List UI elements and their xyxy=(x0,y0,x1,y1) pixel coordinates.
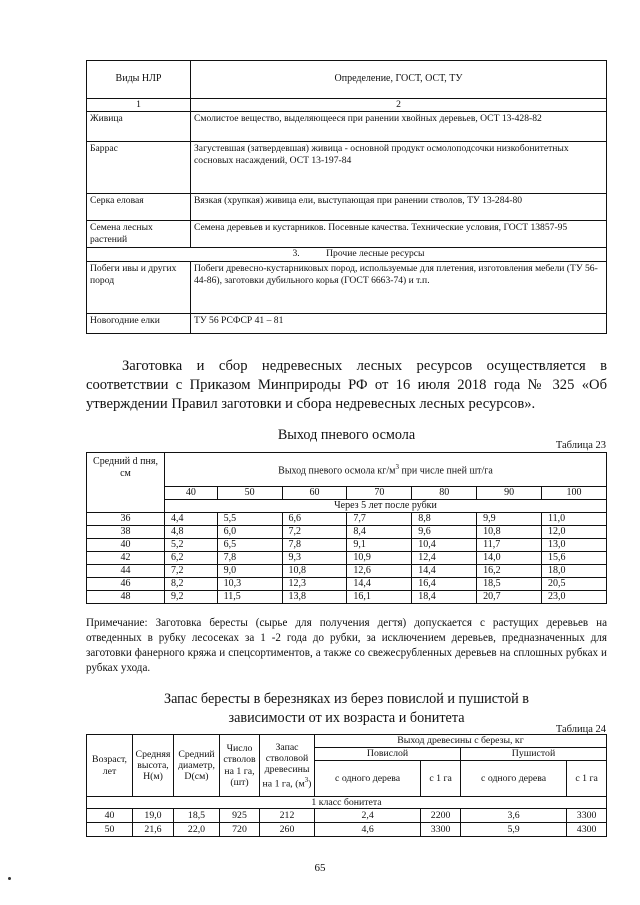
resin-yield-value: 5,2 xyxy=(165,539,218,552)
resin-yield-value: 9,0 xyxy=(217,565,282,578)
header-pendula: Повислой xyxy=(315,748,461,761)
resin-yield-value: 9,1 xyxy=(347,539,412,552)
header-age: Возраст, лет xyxy=(87,735,133,797)
pendula-per-ha: 2200 xyxy=(421,809,461,823)
pendula-per-ha: 3300 xyxy=(421,823,461,837)
scan-speck xyxy=(8,877,11,880)
stump-resin-yield-table xyxy=(86,452,607,604)
resin-yield-value: 14,0 xyxy=(477,552,542,565)
resin-yield-value: 12,4 xyxy=(412,552,477,565)
resin-yield-value: 5,5 xyxy=(217,513,282,526)
section-title: Прочие лесные ресурсы xyxy=(326,248,425,259)
stump-count-header: 90 xyxy=(477,487,542,500)
table23-title: Выход пневого осмола xyxy=(277,427,416,443)
resin-yield-value: 20,7 xyxy=(477,591,542,604)
table-row xyxy=(87,552,607,565)
header-one-tree: с одного дерева xyxy=(315,761,421,797)
stump-count-header: 40 xyxy=(165,487,218,500)
stump-diameter: 38 xyxy=(87,526,165,539)
stump-diameter: 40 xyxy=(87,539,165,552)
mean-height: 19,0 xyxy=(133,809,174,823)
resin-yield-value: 11,7 xyxy=(477,539,542,552)
stump-count-header: 100 xyxy=(542,487,607,500)
pendula-per-tree: 2,4 xyxy=(315,809,421,823)
resin-yield-value: 7,2 xyxy=(282,526,347,539)
mean-diameter: 22,0 xyxy=(174,823,220,837)
table-row xyxy=(87,314,607,334)
resin-yield-value: 6,0 xyxy=(217,526,282,539)
resin-yield-value: 14,4 xyxy=(412,565,477,578)
resource-name: Новогодние елки xyxy=(87,314,191,334)
column-header-yield: Выход пневого осмола $кг/м^3$ при числе пней шт/га xyxy=(165,453,607,487)
resin-yield-value: 8,4 xyxy=(347,526,412,539)
resource-definition: Побеги древесно-кустарниковых пород, используемые для плетения, изготовления мебели (ТУ 56-44-86), заготовки дубильного корья (ГОСТ 6663-74) и т.п. xyxy=(191,262,607,314)
resin-yield-value: 18,0 xyxy=(542,565,607,578)
resin-yield-value: 16,2 xyxy=(477,565,542,578)
resin-yield-value: 4,4 xyxy=(165,513,218,526)
resin-yield-value: 12,3 xyxy=(282,578,347,591)
resin-yield-value: 10,8 xyxy=(477,526,542,539)
table24-title-line1: Запас бересты в березняках из берез повислой и пушистой в xyxy=(163,691,530,707)
resin-yield-value: 13,0 xyxy=(542,539,607,552)
resin-yield-value: 11,5 xyxy=(217,591,282,604)
table-row xyxy=(87,526,607,539)
resin-yield-value: 7,7 xyxy=(347,513,412,526)
resin-yield-value: 18,5 xyxy=(477,578,542,591)
resin-yield-value: 9,2 xyxy=(165,591,218,604)
note-paragraph: Примечание: Заготовка бересты (сырье для получения дегтя) допускается с растущих деревьев на отведенных в рубку лесосеках за 1 -2 года до рубки, за исключением деревьев, предназначенных для заготовки фанерного кряжа и спецсортиментов, а также со свежесрубленных деревьев на сплошных рубках и рубках ухода. xyxy=(86,617,607,674)
resource-name: Побеги ивы и других пород xyxy=(87,262,191,314)
resource-definition: Загустевшая (затвердевшая) живица - основной продукт осмолоподсочки низкобонитетных сосновых насаждений, ОСТ 13-197-84 xyxy=(191,142,607,194)
header-pubescent: Пушистой xyxy=(460,748,606,761)
resin-yield-value: 20,5 xyxy=(542,578,607,591)
table-row xyxy=(87,539,607,552)
resin-yield-value: 23,0 xyxy=(542,591,607,604)
header-diameter: Средний диаметр, D(см) xyxy=(174,735,220,797)
stump-count-header: 60 xyxy=(282,487,347,500)
resin-yield-value: 15,6 xyxy=(542,552,607,565)
resin-yield-value: 12,6 xyxy=(347,565,412,578)
resin-yield-value: 7,2 xyxy=(165,565,218,578)
resin-yield-value: 9,6 xyxy=(412,526,477,539)
body-paragraph xyxy=(86,357,607,414)
resin-yield-value: 6,6 xyxy=(282,513,347,526)
resin-yield-value: 8,2 xyxy=(165,578,218,591)
pubescent-per-tree: 3,6 xyxy=(460,809,566,823)
stump-count-header-row xyxy=(87,487,607,500)
resin-yield-value: 10,4 xyxy=(412,539,477,552)
wood-stock: 260 xyxy=(260,823,315,837)
stump-count-header: 80 xyxy=(412,487,477,500)
stem-count: 720 xyxy=(220,823,260,837)
age: 50 xyxy=(87,823,133,837)
resin-yield-value: 16,1 xyxy=(347,591,412,604)
stump-count-header: 50 xyxy=(217,487,282,500)
pubescent-per-ha: 4300 xyxy=(567,823,607,837)
stump-diameter: 44 xyxy=(87,565,165,578)
resin-yield-value: 14,4 xyxy=(347,578,412,591)
resource-definition: Смолистое вещество, выделяющееся при ранении хвойных деревьев, ОСТ 13-428-82 xyxy=(191,112,607,142)
subheader-after-felling: Через 5 лет после рубки xyxy=(165,500,607,513)
header-stock: Запас стволовой древесины на 1 га, $(м^3)$ xyxy=(260,735,315,797)
stump-diameter: 46 xyxy=(87,578,165,591)
resin-yield-value: 7,8 xyxy=(282,539,347,552)
table-row xyxy=(87,221,607,248)
header-nlr-types: Виды НЛР xyxy=(87,61,191,99)
resource-definition: Вязкая (хрупкая) живица ели, выступающая при ранении стволов, ТУ 13-284-80 xyxy=(191,194,607,221)
resin-yield-value: 6,2 xyxy=(165,552,218,565)
resin-yield-value: 9,3 xyxy=(282,552,347,565)
resin-yield-value: 11,0 xyxy=(542,513,607,526)
resource-name: Серка еловая xyxy=(87,194,191,221)
col-number-2: 2 xyxy=(191,99,607,112)
resin-yield-value: 18,4 xyxy=(412,591,477,604)
wood-stock: 212 xyxy=(260,809,315,823)
resource-definition: Семена деревьев и кустарников. Посевные качества. Технические условия, ГОСТ 13857-95 xyxy=(191,221,607,248)
resin-yield-value: 6,5 xyxy=(217,539,282,552)
section-number: 3. xyxy=(292,248,300,259)
table-row xyxy=(87,513,607,526)
resource-name: Семена лесных растений xyxy=(87,221,191,248)
table24-title-line2: зависимости от их возраста и бонитета xyxy=(228,710,465,726)
header-height: Средняя высота, H(м) xyxy=(133,735,174,797)
resin-yield-value: 9,9 xyxy=(477,513,542,526)
header-yield: Выход древесины с березы, кг xyxy=(315,735,607,748)
table-row xyxy=(87,591,607,604)
nlr-definitions-table xyxy=(86,60,607,334)
table-row xyxy=(87,262,607,314)
pubescent-per-tree: 5,9 xyxy=(460,823,566,837)
table24-label: Таблица 24 xyxy=(555,724,606,735)
table23-label: Таблица 23 xyxy=(555,440,606,451)
mean-height: 21,6 xyxy=(133,823,174,837)
header-stem-count: Число стволов на 1 га, (шт) xyxy=(220,735,260,797)
pubescent-per-ha: 3300 xyxy=(567,809,607,823)
resin-yield-value: 10,3 xyxy=(217,578,282,591)
site-class-row: 1 класс бонитета xyxy=(87,797,607,809)
row-header-diameter: Средний d пня, см xyxy=(87,453,165,513)
header-per-ha: с 1 га xyxy=(421,761,461,797)
resin-yield-value: 16,4 xyxy=(412,578,477,591)
header-one-tree: с одного дерева xyxy=(460,761,566,797)
table-row xyxy=(87,823,607,837)
resin-yield-value: 10,8 xyxy=(282,565,347,578)
header-definition: Определение, ГОСТ, ОСТ, ТУ xyxy=(191,61,607,99)
mean-diameter: 18,5 xyxy=(174,809,220,823)
resource-name: Баррас xyxy=(87,142,191,194)
pendula-per-tree: 4,6 xyxy=(315,823,421,837)
table-row xyxy=(87,809,607,823)
header-per-ha: с 1 га xyxy=(567,761,607,797)
resin-yield-value: 13,8 xyxy=(282,591,347,604)
age: 40 xyxy=(87,809,133,823)
stem-count: 925 xyxy=(220,809,260,823)
stump-diameter: 42 xyxy=(87,552,165,565)
stump-count-header: 70 xyxy=(347,487,412,500)
resource-name: Живица xyxy=(87,112,191,142)
section-row xyxy=(87,248,607,262)
resin-yield-value: 10,9 xyxy=(347,552,412,565)
resin-yield-value: 12,0 xyxy=(542,526,607,539)
resource-definition: ТУ 56 РСФСР 41 – 81 xyxy=(191,314,607,334)
table-row xyxy=(87,112,607,142)
page-number: 65 xyxy=(314,862,326,874)
table-row xyxy=(87,142,607,194)
stump-diameter: 48 xyxy=(87,591,165,604)
table-row xyxy=(87,194,607,221)
resin-yield-value: 7,8 xyxy=(217,552,282,565)
resin-yield-value: 8,8 xyxy=(412,513,477,526)
stump-diameter: 36 xyxy=(87,513,165,526)
table-row xyxy=(87,565,607,578)
paragraph-text: Заготовка и сбор недревесных лесных ресурсов осуществляется в соответствии с Приказом Минприроды РФ от 16 июля 2018 года № 325 «Об утверждении Правил заготовки и сбора недревесных лесных ресурсов». xyxy=(86,358,607,412)
birch-bark-stock-table xyxy=(86,734,607,837)
resin-yield-value: 4,8 xyxy=(165,526,218,539)
col-number-1: 1 xyxy=(87,99,191,112)
table-row xyxy=(87,578,607,591)
